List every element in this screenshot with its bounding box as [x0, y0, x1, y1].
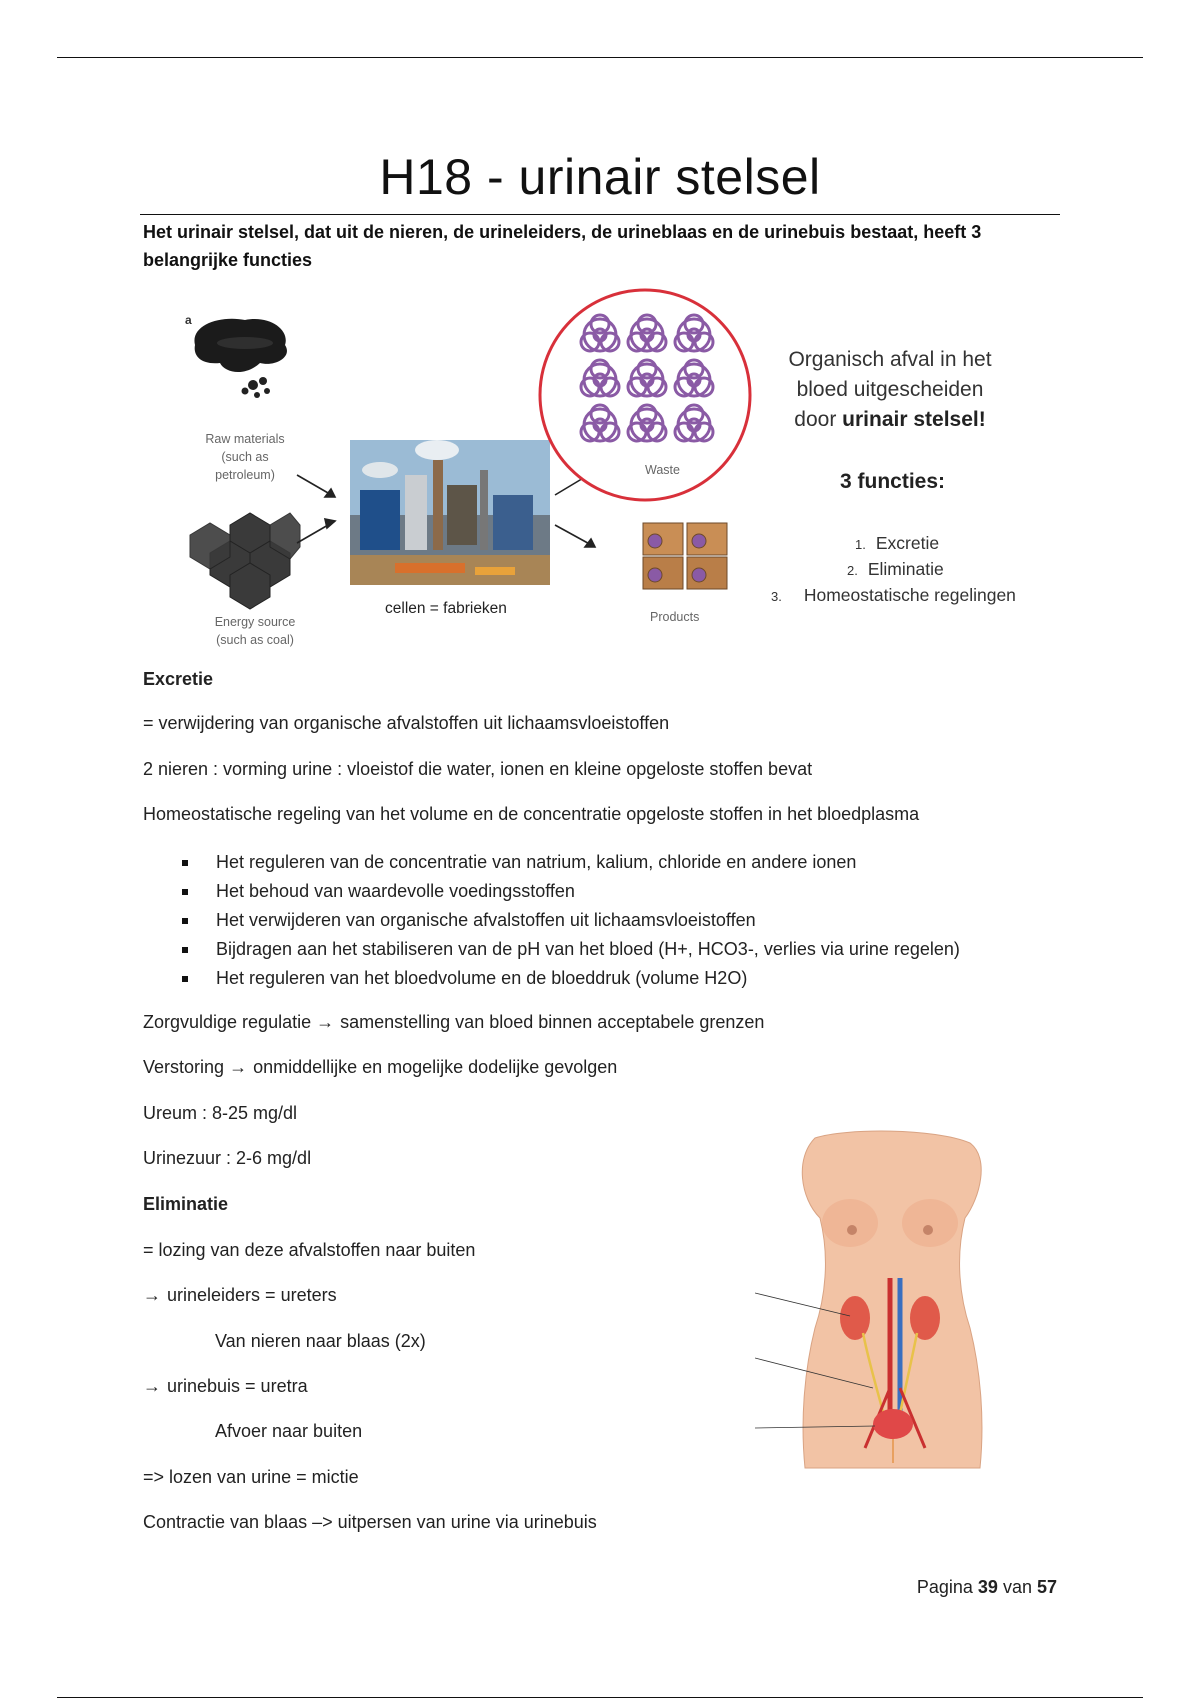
urinary-anatomy-illustration: [755, 1128, 1055, 1488]
raw-materials-line: petroleum): [215, 468, 275, 482]
functie-num: 1.: [855, 537, 866, 552]
list-item: Het verwijderen van organische afvalstoffen uit lichaamsvloeistoffen: [180, 906, 960, 935]
ureum-value: Ureum : 8-25 mg/dl: [143, 1103, 298, 1123]
energy-source-line: Energy source: [214, 615, 296, 629]
top-rule: [57, 57, 1143, 58]
urineleiders-sub: Van nieren naar blaas (2x): [215, 1331, 426, 1351]
coal-icon: [190, 513, 300, 609]
regulatie-post: samenstelling van bloed binnen acceptabele grenzen: [340, 1012, 765, 1032]
waste-label: Waste: [645, 463, 680, 477]
regulatie-line: [143, 1012, 764, 1033]
verstoring-line: [143, 1057, 617, 1078]
footer-mid: van: [997, 1577, 1037, 1597]
raw-materials-label: [190, 430, 300, 484]
regulatie-pre: Zorgvuldige regulatie: [143, 1012, 312, 1032]
figure-label-a: a: [185, 313, 192, 327]
functie-num: 3.: [771, 589, 782, 604]
org-line: [775, 405, 1005, 435]
factory-photo: [350, 440, 550, 585]
list-item: Het behoud van waardevolle voedingsstoffen: [180, 877, 960, 906]
functies-title: 3 functies:: [840, 470, 946, 493]
functie-item: [771, 582, 1016, 610]
nieren-text: 2 nieren : vorming urine : vloeistof die water, ionen en kleine opgeloste stoffen bevat: [143, 759, 813, 779]
product-boxes: [643, 523, 727, 589]
factory-figure: [175, 285, 1075, 655]
org-line-bold: urinair stelsel!: [842, 408, 986, 431]
mictie-line: => lozen van urine = mictie: [143, 1467, 359, 1487]
arrow-right-icon: →: [229, 1057, 248, 1077]
contractie-line: Contractie van blaas –> uitpersen van urine via urinebuis: [143, 1512, 597, 1532]
list-item: Het reguleren van de concentratie van natrium, kalium, chloride en andere ionen: [180, 848, 960, 877]
excretie-heading: Excretie: [143, 669, 214, 689]
functie-item: [855, 530, 939, 558]
energy-source-line: (such as coal): [216, 633, 294, 647]
raw-materials-line: (such as: [221, 450, 269, 464]
petroleum-icon: [194, 319, 287, 398]
urinezuur-value: Urinezuur : 2-6 mg/dl: [143, 1148, 312, 1168]
eliminatie-heading: Eliminatie: [143, 1194, 229, 1214]
excretie-bullets: [180, 848, 960, 993]
list-item: Bijdragen aan het stabiliseren van de pH van het bloed (H+, HCO3-, verlies via urine regelen): [180, 935, 960, 964]
urineleiders-line: [143, 1285, 337, 1306]
org-line: Organisch afval in het: [788, 348, 992, 371]
homeostatische-text: Homeostatische regeling van het volume en de concentratie opgeloste stoffen in het bloedplasma: [143, 804, 920, 824]
verstoring-post: onmiddellijke en mogelijke dodelijke gevolgen: [253, 1057, 618, 1077]
raw-materials-line: Raw materials: [205, 432, 285, 446]
urinebuis-text: urinebuis = uretra: [167, 1376, 308, 1396]
urinebuis-line: [143, 1376, 308, 1397]
biohazard-icons: [581, 315, 713, 441]
functie-label: Homeostatische regelingen: [803, 585, 1016, 605]
eliminatie-definition: = lozing van deze afvalstoffen naar buiten: [143, 1240, 476, 1260]
functie-num: 2.: [847, 563, 858, 578]
functie-label: Eliminatie: [867, 559, 944, 579]
intro-paragraph: Het urinair stelsel, dat uit de nieren, de urineleiders, de urineblaas en de urinebuis bestaat, heeft 3 belangrijke functies: [143, 222, 982, 270]
functie-label: Excretie: [875, 533, 940, 553]
page-title: H18 - urinair stelsel: [379, 149, 821, 205]
arrow-right-icon: →: [143, 1376, 161, 1396]
urinebuis-sub: Afvoer naar buiten: [215, 1421, 363, 1441]
arrow-right-icon: →: [316, 1012, 335, 1032]
urineleiders-text: urineleiders = ureters: [167, 1285, 337, 1305]
title-underline: [140, 214, 1060, 215]
products-label: Products: [650, 610, 700, 624]
energy-source-label: [190, 613, 320, 649]
organisch-afval-text: [775, 345, 1005, 435]
arrow-right-icon: →: [143, 1285, 161, 1305]
bottom-rule: [57, 1697, 1143, 1698]
excretie-definition: = verwijdering van organische afvalstoffen uit lichaamsvloeistoffen: [143, 713, 670, 733]
functie-item: [847, 556, 944, 584]
current-page: 39: [977, 1577, 998, 1597]
cellen-label: cellen = fabrieken: [385, 600, 507, 617]
list-item: Het reguleren van het bloedvolume en de bloeddruk (volume H2O): [180, 964, 960, 993]
page-number: [917, 1577, 1057, 1598]
footer-prefix: Pagina: [916, 1577, 978, 1597]
input-arrows: [297, 475, 335, 543]
org-line-prefix: door: [794, 408, 843, 431]
org-line: bloed uitgescheiden: [796, 378, 984, 401]
verstoring-pre: Verstoring: [143, 1057, 225, 1077]
total-pages: 57: [1036, 1577, 1057, 1597]
